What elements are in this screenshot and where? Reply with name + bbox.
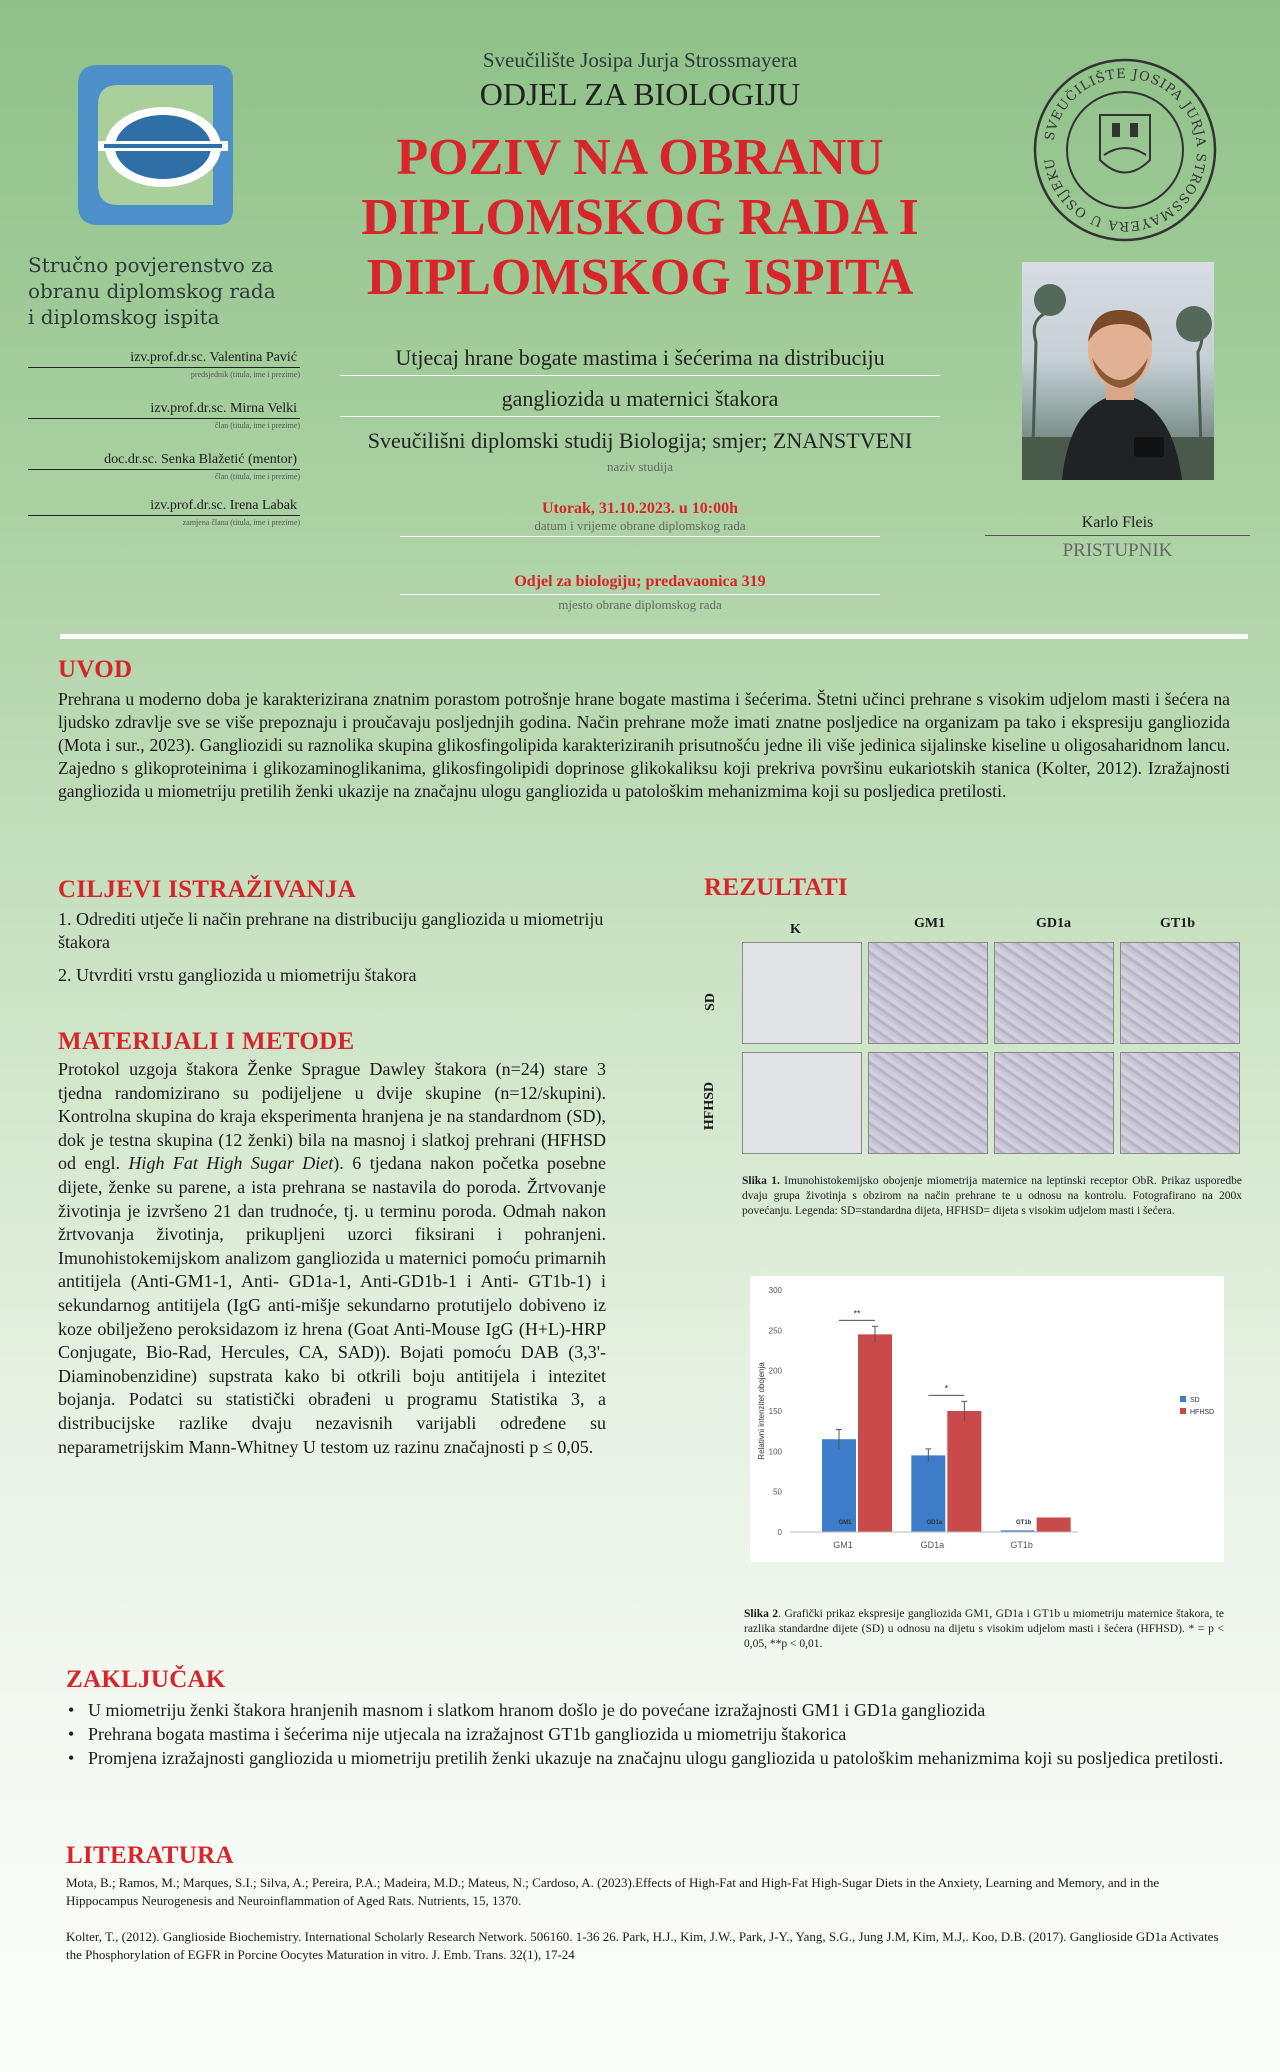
metode-text-italic: High Fat High Sugar Diet	[128, 1153, 334, 1174]
defense-datetime-label: datum i vrijeme obrane diplomskog rada	[534, 518, 746, 533]
defense-place-block	[400, 573, 880, 613]
legend-label: SD	[1190, 1397, 1200, 1404]
micrograph-sd-gt1b	[1120, 942, 1240, 1044]
university-seal	[1030, 55, 1220, 245]
rezultati-heading: REZULTATI	[704, 874, 848, 901]
header-divider	[60, 634, 1248, 639]
col-label: GM1	[914, 916, 946, 931]
micrograph-sd-gd1a	[994, 942, 1114, 1044]
legend-swatch-hfhsd	[1180, 1408, 1186, 1414]
figure2-caption-label: Slika 2	[744, 1608, 779, 1620]
x-tick-label: GM1	[833, 1540, 853, 1550]
bar-sd-gm1	[822, 1439, 856, 1532]
bar-hfhsd-gt1b	[1037, 1517, 1071, 1532]
zakljucak-list	[66, 1698, 1246, 1770]
col-label: K	[790, 922, 801, 937]
member-role: predsjednik (titula, ime i prezime)	[190, 370, 300, 379]
ciljevi-item: 2. Utvrditi vrstu gangliozida u miometriju štakora	[58, 965, 417, 985]
page-title	[320, 128, 960, 308]
x-tick-label: GD1a	[920, 1540, 945, 1550]
zakljucak-item: • Promjena izražajnosti gangliozida u miometriju pretilih ženki ukazuje na značajnu ulogu gangliozida u patološkim mehanizmima koji su posljedica pretilosti.	[66, 1746, 1246, 1770]
x-tick-label-inner: GD1a	[926, 1520, 943, 1526]
col-label: GT1b	[1160, 916, 1196, 931]
significance-marker: **	[853, 1308, 861, 1319]
bar-hfhsd-gm1	[858, 1334, 892, 1532]
thesis-title-line-2: gangliozida u maternici štakora	[340, 386, 940, 417]
y-tick-label: 100	[768, 1447, 782, 1457]
figure2-caption-text: . Grafički prikaz ekspresije gangliozida GM1, GD1a i GT1b u miometriju maternice štakora, te razlika standardne dijete (SD) u odnosu na dijetu s visokim udjelom masti i šećera (HFHSD). * = p < 0,05, **p < 0,01.	[744, 1608, 1225, 1650]
bar-hfhsd-gd1a	[947, 1411, 981, 1532]
member-role: član (titula, ime i prezime)	[214, 472, 300, 481]
committee-title-line: Stručno povjerenstvo za	[28, 253, 274, 277]
committee-member	[28, 452, 300, 481]
x-tick-label: GT1b	[1010, 1540, 1033, 1550]
row-label: SD	[702, 993, 718, 1011]
micrograph-hfhsd-gm1	[868, 1052, 988, 1154]
y-axis-label: Relativni intenzitet obojenja	[757, 1362, 766, 1460]
committee-member	[28, 401, 300, 430]
y-tick-label: 50	[773, 1487, 782, 1497]
committee-title-line: obranu diplomskog rada	[28, 279, 276, 303]
member-name: izv.prof.dr.sc. Valentina Pavić	[28, 350, 300, 368]
defense-datetime-block	[400, 500, 880, 537]
bar-chart	[750, 1276, 1224, 1562]
figure1-caption	[742, 1174, 1242, 1219]
micrograph-panel	[704, 910, 1244, 1170]
defense-datetime: Utorak, 31.10.2023. u 10:00h	[541, 500, 738, 517]
defense-place-label: mjesto obrane diplomskog rada	[558, 597, 722, 612]
defense-place: Odjel za biologiju; predavaonica 319	[400, 573, 880, 595]
title-line: DIPLOMSKOG ISPITA	[366, 249, 914, 306]
ciljevi-heading: CILJEVI ISTRAŽIVANJA	[58, 876, 356, 903]
y-tick-label: 0	[777, 1528, 782, 1537]
ciljevi-item: 1. Odrediti utječe li način prehrane na distribuciju gangliozida u miometriju štakora	[58, 909, 604, 952]
literatura-heading: LITERATURA	[66, 1842, 234, 1869]
uvod-text: Prehrana u moderno doba je karakterizirana znatnim porastom potrošnje hrane bogate mastima i šećerima. Štetni učinci prehrane s visokim udjelom masti i šećera na ljudsko zdravlje sve se više prepoznaju i proučavaju posljednjih godina. Način prehrane može imati znatne posljedice na organizam pa tako i ekspresiju gangliozida (Mota i sur., 2023). Gangliozidi su raznolika skupina glikosfingolipida karakteriziranih prisutnošću jedne ili više jedinica sijalinske kiseline u oligosaharidnom lancu. Zajedno s glikoproteinima i glikozaminoglikanima, glikosfingolipidi doprinose glikokaliksu koji prekriva površinu eukariotskih stanica (Kolter, 2012). Izražajnosti gangliozida u miometriju pretilih ženki ukazije na značajnu ulogu gangliozida u patološkim mehanizmima koji su posljedica pretilosti.	[58, 689, 1230, 801]
thesis-title-line-1: Utjecaj hrane bogate mastima i šećerima na distribuciju	[340, 345, 940, 376]
metode-heading: MATERIJALI I METODE	[58, 1028, 355, 1055]
legend-swatch-sd	[1180, 1396, 1186, 1402]
seal-text: SVEUČILIŠTE JOSIPA JURJA STROSSMAYERA U OSIJEKU	[1042, 66, 1209, 234]
title-line: POZIV NA OBRANU	[396, 129, 884, 186]
department-logo	[68, 55, 240, 235]
legend-label: HFHSD	[1190, 1409, 1215, 1416]
figure2-caption	[744, 1607, 1224, 1652]
candidate-label: PRISTUPNIK	[1062, 540, 1173, 561]
y-tick-label: 200	[768, 1366, 782, 1376]
ciljevi-list	[58, 908, 618, 987]
micrograph-hfhsd-k	[742, 1052, 862, 1154]
university-name: Sveučilište Josipa Jurja Strossmayera	[482, 48, 798, 72]
study-label: naziv studija	[606, 459, 674, 474]
candidate-block	[985, 514, 1250, 562]
micrograph-sd-gm1	[868, 942, 988, 1044]
micrograph-hfhsd-gt1b	[1120, 1052, 1240, 1154]
figure1-caption-text: Imunohistokemijsko obojenje miometrija maternice na leptinski receptor ObR. Prikaz usporedbe dvaju grupa životinja s obzirom na način prehrane te u odnosu na kontrolu. Fotografirano na 200x povećanju. Legenda: SD=standardna dijeta, HFHSD= dijeta s visokim udjelom masti i šećera.	[742, 1175, 1242, 1217]
y-tick-label: 250	[768, 1326, 782, 1336]
y-tick-label: 300	[768, 1286, 782, 1295]
metode-text-part: ). 6 tjedana nakon početka posebne dijete, ženke su parene, a ista prehrana se nastavila do poroda. Žrtvovanje životinja je izvršeno 21 dan trudnoće, tj. u terminu poroda. Odmah nakon žrtvovanja životinja, prikupljeni uzorci fiksirani i pohranjeni. Imunohistokemijskom analizom gangliozida u maternici pomoću primarnih antitijela (Anti-GM1-1, Anti- GD1a-1, Anti-GD1b-1 i Anti- GT1b-1) i sekundarnog antitijela (IgG anti-mišje sekundarno protutijelo dobiveno iz koze obilježeno peroksidazom iz hrena (Goat Anti-Mouse IgG (H+L)-HRP Conjugate, Bio-Rad, Hercules, CA, SAD)). Bojati pomoću DAB (3,3'-Diaminobenzidine) supstrata kako bi otkrili boju antitijela i intezitet bojanja. Podatci su statistički obrađeni u programu Statistika 3, a distribucijske razlike dvaju nezavisnih varijabli određene su neparametrijskim Mann-Whitney U testom uz razinu značajnosti p ≤ 0,05.	[58, 1153, 607, 1457]
zakljucak-heading: ZAKLJUČAK	[66, 1666, 226, 1693]
committee-member	[28, 498, 300, 527]
member-name: izv.prof.dr.sc. Irena Labak	[28, 498, 300, 516]
zakljucak-item: • Prehrana bogata mastima i šećerima nije utjecala na izražajnost GT1b gangliozida u miometriju štakorica	[66, 1722, 1246, 1746]
bar-chart-svg	[750, 1276, 1224, 1562]
committee-title	[28, 252, 288, 330]
title-line: DIPLOMSKOG RADA I	[361, 189, 919, 246]
member-name: izv.prof.dr.sc. Mirna Velki	[28, 401, 300, 419]
x-tick-label-inner: GT1b	[1015, 1520, 1032, 1526]
zakljucak-item: • U miometriju ženki štakora hranjenih masnom i slatkom hranom došlo je do povećane izražajnosti GM1 i GD1a gangliozida	[66, 1698, 1246, 1722]
micrograph-sd-k	[742, 942, 862, 1044]
row-label: HFHSD	[702, 1081, 718, 1131]
metode-text	[58, 1058, 606, 1459]
micrograph-hfhsd-gd1a	[994, 1052, 1114, 1154]
committee-member	[28, 350, 300, 379]
department-name: ODJEL ZA BIOLOGIJU	[479, 76, 801, 112]
x-tick-label-inner: GM1	[838, 1520, 852, 1526]
significance-marker: *	[944, 1383, 949, 1394]
reference-item: Mota, B.; Ramos, M.; Marques, S.I.; Silva, A.; Pereira, P.A.; Madeira, M.D.; Mateus, N.; Cardoso, A. (2023).Effects of High-Fat and High-Fat High-Sugar Diets in the Anxiety, Learning and Memory, and in the Hippocampus Neurogenesis and Neuroinflammation of Aged Rats. Nutrients, 15, 1370.	[66, 1875, 1160, 1908]
member-name: doc.dr.sc. Senka Blažetić (mentor)	[28, 452, 300, 470]
uvod-heading: UVOD	[58, 656, 133, 683]
committee-title-line: i diplomskog ispita	[28, 305, 220, 329]
figure1-caption-label: Slika 1.	[742, 1175, 780, 1187]
member-role: zamjena člana (titula, ime i prezime)	[182, 518, 300, 527]
member-role: član (titula, ime i prezime)	[214, 421, 300, 430]
candidate-name: Karlo Fleis	[985, 514, 1250, 536]
study-name: Sveučilišni diplomski studij Biologija; smjer; ZNANSTVENI	[367, 428, 913, 453]
col-label: GD1a	[1036, 916, 1071, 931]
metode-text-part: Protokol uzgoja štakora Ženke Sprague Dawley štakora (n=24) stare 3 tjedna randomizirano su podijeljene u dvije skupine (n=12/skupini). Kontrolna skupina do kraja eksperimenta hranjena je na standardnom (SD), dok je testna skupina (12 ženki) bila na masnoj i slatkoj prehrani (HFHSD od engl.	[58, 1059, 606, 1174]
reference-item: Kolter, T., (2012). Ganglioside Biochemistry. International Scholarly Research Network. 506160. 1-36 26. Park, H.J., Kim, J.W., Park, J-Y., Yang, S.G., Jung J.M, Kim, M.J,. Koo, D.B. (2017). Ganglioside GD1a Activates the Phosphorylation of EGFR in Porcine Oocytes Maturation in vitro. J. Emb. Trans. 32(1), 17-24	[66, 1929, 1219, 1962]
candidate-photo	[1022, 262, 1214, 480]
y-tick-label: 150	[768, 1407, 782, 1416]
